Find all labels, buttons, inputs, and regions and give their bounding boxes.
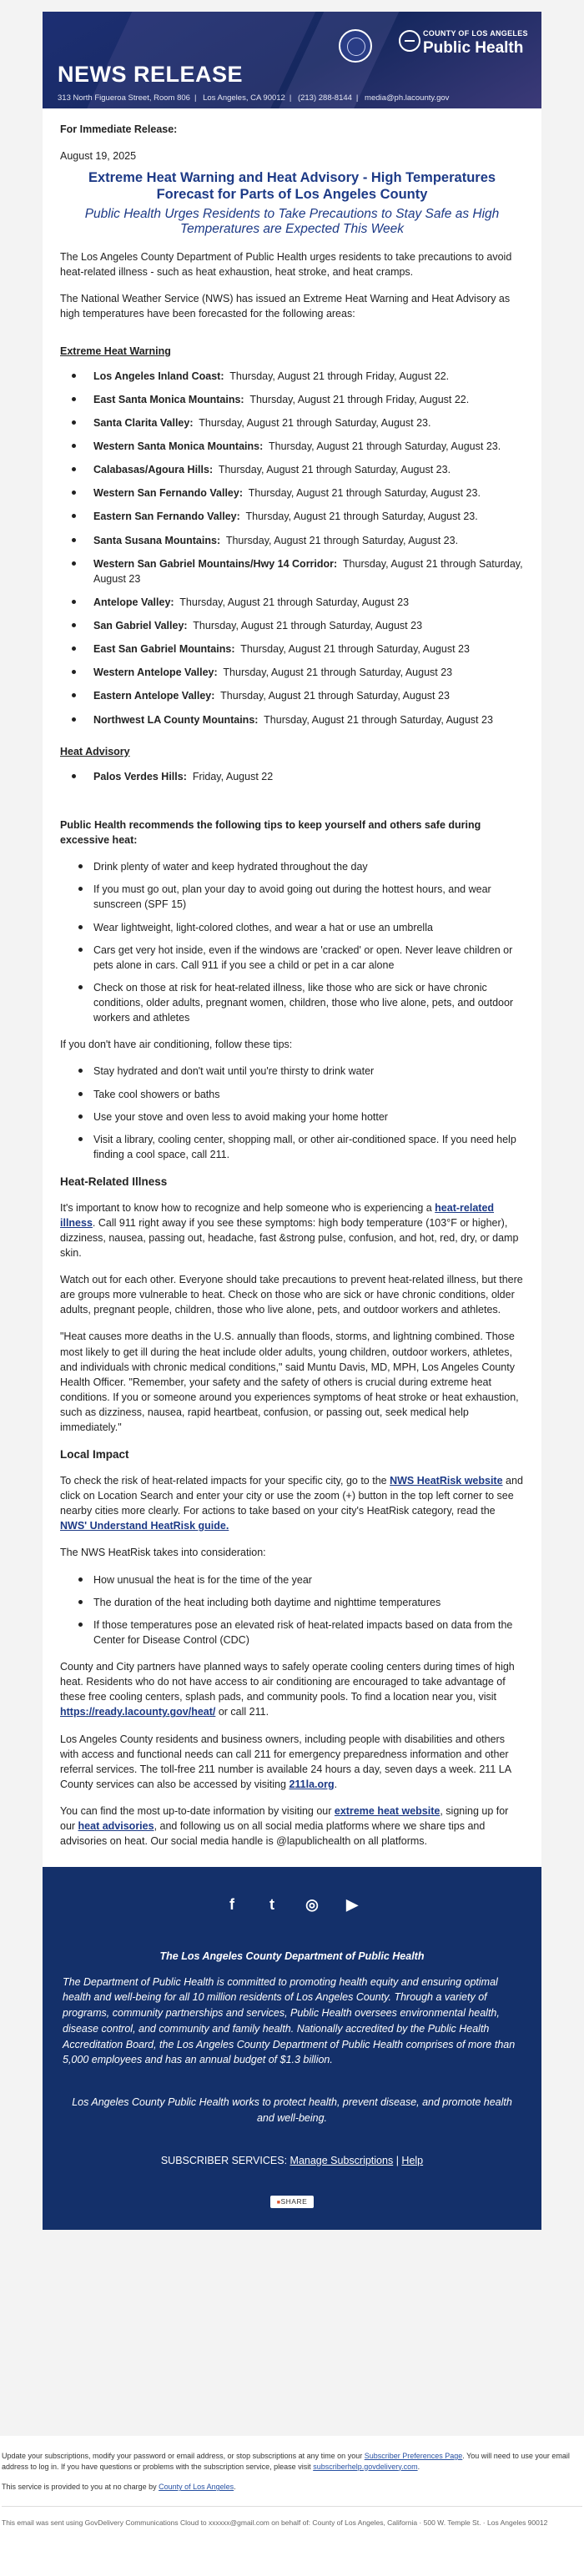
list-item: Use your stove and oven less to avoid making your home hotter <box>60 1109 524 1124</box>
heat-advisories-link[interactable]: heat advisories <box>78 1820 154 1833</box>
footer-org-name: The Los Angeles County Department of Public Health <box>159 1950 425 1963</box>
heatrisk-intro: The NWS HeatRisk takes into consideration: <box>60 1547 266 1559</box>
list-item: East San Gabriel Mountains: Thursday, August 21 through Saturday, August 23 <box>72 641 524 657</box>
media-email-link[interactable]: media@ph.lacounty.gov <box>365 93 450 103</box>
local-impact-heading: Local Impact <box>60 1448 129 1462</box>
list-item: Eastern Antelope Valley: Thursday, August 21 through Saturday, August 23 <box>72 688 524 703</box>
list-item: How unusual the heat is for the time of the year <box>60 1572 524 1587</box>
list-item: Take cool showers or baths <box>60 1087 524 1102</box>
help-link[interactable]: Help <box>401 2154 424 2166</box>
subscription-notice: Update your subscriptions, modify your password or email address, or stop subscriptions at any time on your Subscriber Preferences Page. You will need to use your email address to log in. If you have questions or problems with the subscription service, please visit subscriberhelp.govdelivery.com. <box>2 2452 570 2471</box>
list-item: The duration of the heat including both daytime and nighttime temperatures <box>60 1595 524 1610</box>
list-item: Calabasas/Agoura Hills: Thursday, August 21 through Saturday, August 23. <box>72 462 524 477</box>
news-release-title: NEWS RELEASE <box>58 62 244 87</box>
instagram-icon[interactable]: ◎ <box>305 1896 319 1914</box>
subscription-footer <box>0 2436 584 2576</box>
211la-link[interactable]: 211la.org <box>289 1778 335 1790</box>
extreme-heat-warning-heading: Extreme Heat Warning <box>60 345 171 357</box>
heat-advisory-list <box>72 769 524 784</box>
footer-mission: The Department of Public Health is committed to promoting health equity and ensuring optimal health and well-being for all 10 million residents of Los Angeles County. Through a variety of programs, community partnerships and services, Public Health oversees environmental health, disease control, and community and family health. Nationally accredited by the Public Health Accreditation Board, the Los Angeles County Department of Public Health comprises of more than 5,000 employees and has an annual budget of $1.3 billion. <box>63 1975 516 2066</box>
social-links <box>63 1895 521 1914</box>
extreme-heat-warning-list <box>72 369 524 727</box>
heat-advisory-heading: Heat Advisory <box>60 745 130 757</box>
list-item: Eastern San Fernando Valley: Thursday, August 21 through Saturday, August 23. <box>72 509 524 524</box>
intro-paragraph-2: The National Weather Service (NWS) has issued an Extreme Heat Warning and Heat Advisory as high temperatures have been forecasted for the following areas: <box>60 293 511 320</box>
more-info-paragraph: You can find the most up-to-date information by visiting our extreme heat website, signing up for our heat advisories, and following us on all social media platforms where we share tips and advisories on heat. Our social media handle is @lapublichealth on all platforms. <box>60 1805 509 1848</box>
ready-lacounty-heat-link[interactable]: https://ready.lacounty.gov/heat/ <box>60 1706 216 1718</box>
extreme-heat-website-link[interactable]: extreme heat website <box>334 1805 441 1818</box>
list-item: East Santa Monica Mountains: Thursday, August 21 through Friday, August 22. <box>72 392 524 407</box>
subscriber-services: SUBSCRIBER SERVICES: Manage Subscriptions | Help <box>160 2154 424 2166</box>
list-item: Western Santa Monica Mountains: Thursday, August 21 through Saturday, August 23. <box>72 439 524 454</box>
list-item: Western San Fernando Valley: Thursday, August 21 through Saturday, August 23. <box>72 486 524 501</box>
list-item: Santa Clarita Valley: Thursday, August 21 through Saturday, August 23. <box>72 415 524 430</box>
tips-list <box>60 859 524 1025</box>
list-item: Stay hydrated and don't wait until you're thirsty to drink water <box>60 1064 524 1079</box>
list-item: Antelope Valley: Thursday, August 21 through Saturday, August 23 <box>72 595 524 610</box>
service-notice: This service is provided to you at no charge by County of Los Angeles. <box>2 2483 236 2492</box>
list-item: Check on those at risk for heat-related illness, like those who are sick or have chronic conditions, older adults, pregnant women, children, those who live alone, pets, and outdoor workers and athletes <box>60 980 524 1025</box>
county-link[interactable]: County of Los Angeles <box>159 2483 234 2492</box>
news-release-header <box>43 12 541 108</box>
footer-motto: Los Angeles County Public Health works to protect health, prevent disease, and promote health and well-being. <box>72 2096 512 2124</box>
no-ac-intro: If you don't have air conditioning, follow these tips: <box>60 1039 293 1051</box>
phone: (213) 288-8144 <box>297 93 352 103</box>
subheadline: Public Health Urges Residents to Take Precautions to Stay Safe as High Temperatures are Expected This Week <box>84 206 500 237</box>
subscriber-help-link[interactable]: subscriberhelp.govdelivery.com <box>313 2462 418 2471</box>
list-item: Cars get very hot inside, even if the windows are 'cracked' or open. Never leave children or pets alone in cars. Call 911 if you see a child or pet in a car alone <box>60 943 524 973</box>
heat-illness-paragraph-2: Watch out for each other. Everyone should take precautions to prevent heat-related illness, but there are groups more vulnerable to heat. Check on those who are sick or have chronic conditions, older adults, pregnant people, children, those who live alone, pets, and outdoor workers and athletes. <box>60 1274 523 1316</box>
heatrisk-list <box>60 1572 524 1648</box>
list-item: Los Angeles Inland Coast: Thursday, August 21 through Friday, August 22. <box>72 369 524 384</box>
heat-illness-paragraph-1: It's important to know how to recognize and help someone who is experiencing a heat-related illness. Call 911 right away if you see these symptoms: high body temperature (103°F or higher), dizziness, nausea, passing out, headache, fast &strong pulse, confusion, and hot, red, dry, or damp skin. <box>60 1201 519 1259</box>
nws-heatrisk-guide-link[interactable]: NWS' Understand HeatRisk guide. <box>60 1520 229 1532</box>
share-button[interactable]: ■ SHARE <box>270 2196 315 2208</box>
nws-heatrisk-link[interactable]: NWS HeatRisk website <box>390 1474 503 1487</box>
list-item: Drink plenty of water and keep hydrated throughout the day <box>60 859 524 874</box>
list-item: San Gabriel Valley: Thursday, August 21 through Saturday, August 23 <box>72 618 524 633</box>
city: Los Angeles, CA 90012 <box>203 93 285 103</box>
email-body <box>43 12 541 2230</box>
list-item: Visit a library, cooling center, shopping mall, or other air-conditioned space. If you need help finding a cool space, call 211. <box>60 1132 524 1162</box>
tips-heading: Public Health recommends the following tips to keep yourself and others safe during excessive heat: <box>60 818 481 847</box>
list-item: Palos Verdes Hills: Friday, August 22 <box>72 769 524 784</box>
list-item: Western San Gabriel Mountains/Hwy 14 Corridor: Thursday, August 21 through Saturday, August 23 <box>72 556 524 586</box>
twitter-icon[interactable]: t <box>269 1896 274 1914</box>
facebook-icon[interactable]: f <box>229 1896 234 1914</box>
list-item: Northwest LA County Mountains: Thursday, August 21 through Saturday, August 23 <box>72 712 524 727</box>
contact-line: 313 North Figueroa Street, Room 806 | Los Angeles, CA 90012 | (213) 288-8144 | media@ph.lacounty.gov <box>58 93 450 103</box>
list-item: Wear lightweight, light-colored clothes, and wear a hat or use an umbrella <box>60 920 524 935</box>
youtube-icon[interactable]: ▶ <box>346 1896 358 1914</box>
public-health-logo-icon <box>399 30 420 52</box>
intro-paragraph-1: The Los Angeles County Department of Public Health urges residents to take precautions to avoid heat-related illness - such as heat exhaustion, heat stroke, and heat cramps. <box>60 251 512 279</box>
release-date: August 19, 2025 <box>60 150 137 163</box>
list-item: If those temperatures pose an elevated risk of heat-related impacts based on data from the Center for Disease Control (CDC) <box>60 1618 524 1648</box>
local-impact-paragraph-1: To check the risk of heat-related impacts for your specific city, go to the NWS HeatRisk website and click on Location Search and enter your city or use the zoom (+) button in the top left corner to see nearby cities more clearly. For actions to take based on your city's HeatRisk category, read the NWS' Understand HeatRisk guide. <box>60 1474 523 1532</box>
heat-related-illness-link[interactable]: heat-related illness <box>60 1201 495 1229</box>
headline: Extreme Heat Warning and Heat Advisory - High Temperatures Forecast for Parts of Los Angeles County <box>88 170 496 203</box>
sender-info: This email was sent using GovDelivery Communications Cloud to xxxxxx@gmail.com on behalf of: County of Los Angeles, California · 500 W. Temple St. · Los Angeles 90012 <box>2 2518 548 2527</box>
no-ac-tips-list <box>60 1064 524 1162</box>
logo-county-text: COUNTY OF LOS ANGELES <box>423 29 528 38</box>
list-item: Santa Susana Mountains: Thursday, August 21 through Saturday, August 23. <box>72 533 524 548</box>
logo-public-health-text: Public Health <box>423 39 524 57</box>
address: 313 North Figueroa Street, Room 806 <box>58 93 190 103</box>
list-item: If you must go out, plan your day to avoid going out during the hottest hours, and wear sunscreen (SPF 15) <box>60 882 524 912</box>
subscriber-preferences-link[interactable]: Subscriber Preferences Page <box>364 2452 463 2460</box>
footer <box>43 1867 541 2229</box>
list-item: Western Antelope Valley: Thursday, August 21 through Saturday, August 23 <box>72 665 524 680</box>
manage-subscriptions-link[interactable]: Manage Subscriptions <box>289 2154 394 2166</box>
county-seal-icon <box>339 29 372 63</box>
call-211-paragraph: Los Angeles County residents and business owners, including people with disabilities and others with access and functional needs can call 211 for emergency preparedness information and other referral services. The toll-free 211 number is available 24 hours a day, seven days a week. 211 LA County services can also be accessed by visiting 211la.org. <box>60 1733 511 1790</box>
immediate-release-label: For Immediate Release: <box>60 123 178 135</box>
cooling-centers-paragraph: County and City partners have planned ways to safely operate cooling centers during times of high heat. Residents who do not have access to air conditioning are encouraged to take advantage of these free cooling centers, splash pads, and community pools. To find a location near you, visit https://ready.lacounty.gov/heat/ or call 211. <box>60 1661 515 1718</box>
heat-illness-heading: Heat-Related Illness <box>60 1175 168 1189</box>
health-officer-quote: "Heat causes more deaths in the U.S. annually than floods, storms, and lightning combined. Those most likely to get ill during the heat include older adults, young children, outdoor workers, athletes, and individuals with chronic medical conditions," said Muntu Davis, MD, MPH, Los Angeles County Health Officer. "Remember, your safety and the safety of others is crucial during extreme heat conditions. If you or someone around you experiences symptoms of heat stroke or heat exhaustion, such as dizziness, nausea, rapid heartbeat, confusion, or passing out, seek medical help immediately." <box>60 1331 519 1434</box>
release-content <box>43 108 541 1867</box>
